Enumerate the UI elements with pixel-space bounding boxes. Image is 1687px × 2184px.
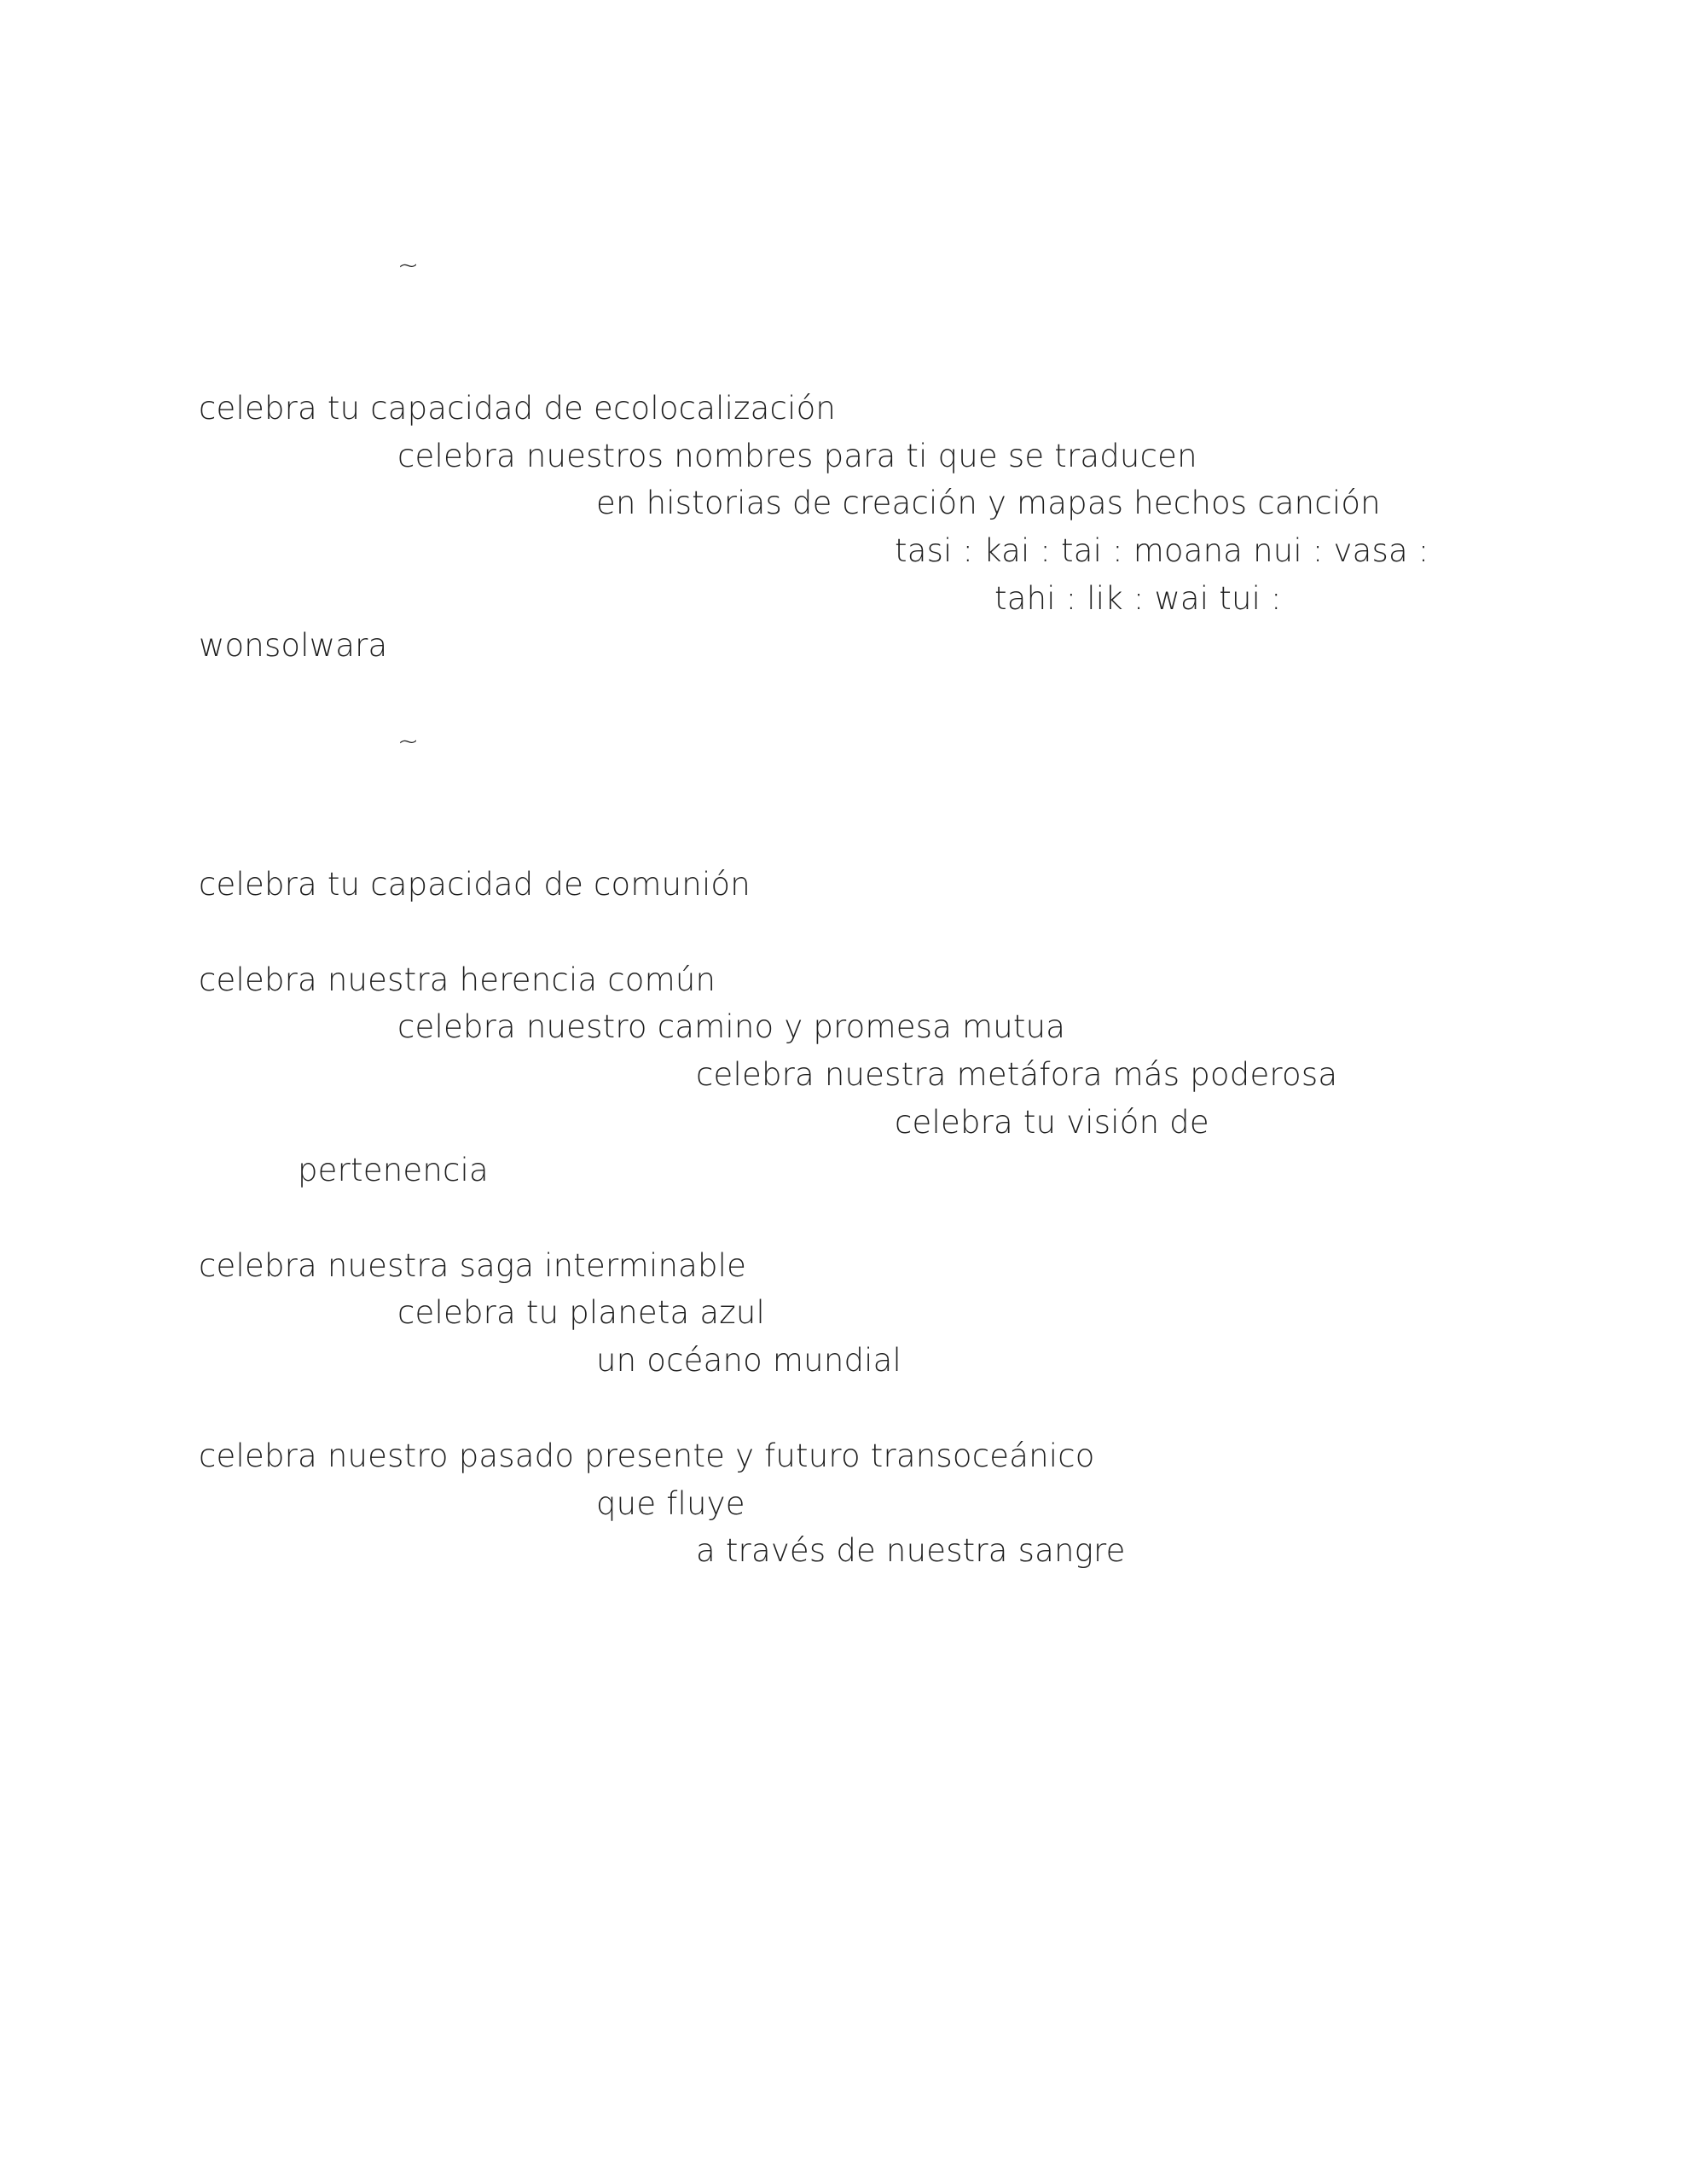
section-divider-tilde: ~ [397, 251, 420, 281]
poem-line: celebra tu capacidad de comunión [199, 866, 751, 903]
poem-line: celebra nuestra herencia común [199, 961, 716, 998]
poem-line: celebra tu planeta azul [397, 1294, 766, 1331]
poem-line: celebra nuestro pasado presente y futuro transoceánico [199, 1438, 1095, 1474]
poem-line: celebra tu capacidad de ecolocalización [199, 390, 837, 427]
poem-line: en historias de creación y mapas hechos canción [596, 485, 1381, 521]
poem-line: celebra nuestra metáfora más poderosa [696, 1056, 1338, 1093]
poem-line: celebra tu visión de [895, 1104, 1209, 1141]
poem-line: a través de nuestra sangre [696, 1532, 1126, 1569]
poem-line: wonsolwara [199, 627, 388, 664]
poem-line: celebra nuestra saga interminable [199, 1247, 747, 1284]
poem-line: un océano mundial [596, 1342, 901, 1379]
poem-line: tahi : lik : wai tui : [994, 580, 1282, 617]
poem-line: que fluye [596, 1485, 745, 1522]
poem-line: celebra nuestro camino y promesa mutua [397, 1008, 1066, 1045]
section-divider-tilde: ~ [397, 727, 420, 757]
poem-line: tasi : kai : tai : moana nui : vasa : [895, 532, 1429, 569]
poem-line: pertenencia [298, 1152, 489, 1188]
poem-line: celebra nuestros nombres para ti que se traducen [397, 438, 1197, 474]
